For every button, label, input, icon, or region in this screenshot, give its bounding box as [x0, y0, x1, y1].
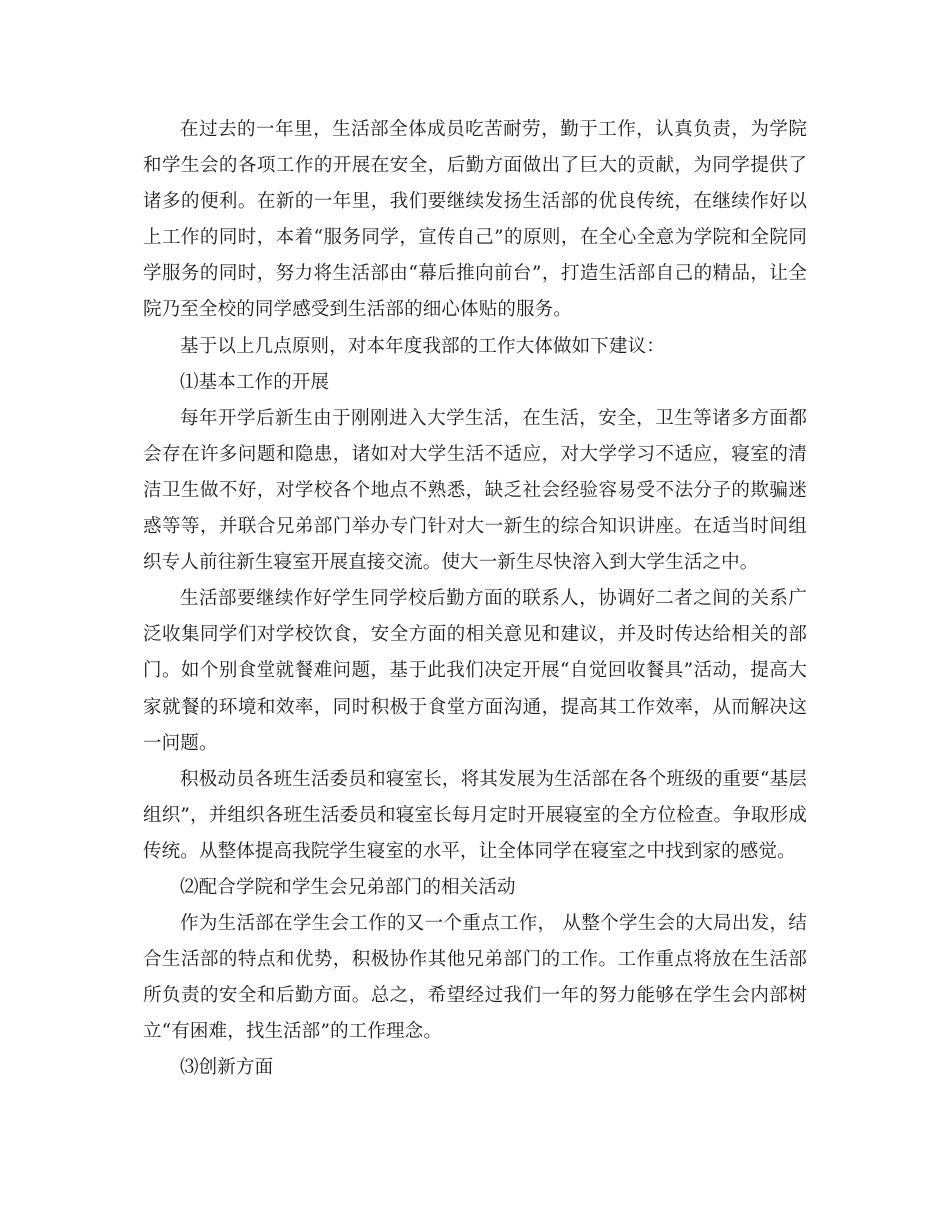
paragraph-new-students: 每年开学后新生由于刚刚进入大学生活，在生活，安全，卫生等诸多方面都会存在许多问题和隐患，诸如对大学生活不适应，对大学学习不适应，寝室的清洁卫生做不好，对学校各个地点不熟悉，缺乏社会经验容易受不法分子的欺骗迷惑等等，并联合兄弟部门举办专门针对大一新生的综合知识讲座。在适当时间组织专人前往新生寝室开展直接交流。使大一新生尽快溶入到大学生活之中。: [143, 407, 807, 574]
paragraph-dorm-inspection: 积极动员各班生活委员和寝室长，将其发展为生活部在各个班级的重要“基层组织”，并组织各班生活委员和寝室长每月定时开展寝室的全方位检查。争取形成传统。从整体提高我院学生寝室的水平，让全体同学在寝室之中找到家的感觉。: [143, 768, 807, 862]
paragraph-logistics: 生活部要继续作好学生同学校后勤方面的联系人，协调好二者之间的关系广泛收集同学们对学校饮食，安全方面的相关意见和建议，并及时传达给相关的部门。如个别食堂就餐难问题，基于此我们决定开展“自觉回收餐具”活动，提高大家就餐的环境和效率，同时积极于食堂方面沟通，提高其工作效率，从而解决这一问题。: [143, 588, 807, 754]
section-heading-innovation: ⑶创新方面: [180, 1057, 274, 1079]
section-heading-basic-work: ⑴基本工作的开展: [180, 371, 330, 393]
paragraph-principles: 基于以上几点原则，对本年度我部的工作大体做如下建议：: [180, 335, 665, 357]
section-heading-cooperation: ⑵配合学院和学生会兄弟部门的相关活动: [180, 876, 516, 898]
paragraph-cooperation: 作为生活部在学生会工作的又一个重点工作， 从整个学生会的大局出发，结合生活部的特点和优势，积极协作其他兄弟部门的工作。工作重点将放在生活部所负责的安全和后勤方面。总之，希望经过我们一年的努力能够在学生会内部树立“有困难，找生活部”的工作理念。: [143, 913, 807, 1043]
document-body: [143, 112, 807, 1087]
paragraph-intro: 在过去的一年里，生活部全体成员吃苦耐劳，勤于工作，认真负责，为学院和学生会的各项工作的开展在安全，后勤方面做出了巨大的贡献，为同学提供了诸多的便利。在新的一年里，我们要继续发扬生活部的优良传统，在继续作好以上工作的同时，本着“服务同学，宣传自己”的原则，在全心全意为学院和全院同学服务的同时，努力将生活部由“幕后推向前台”，打造生活部自己的精品，让全院乃至全校的同学感受到生活部的细心体贴的服务。: [143, 119, 807, 321]
